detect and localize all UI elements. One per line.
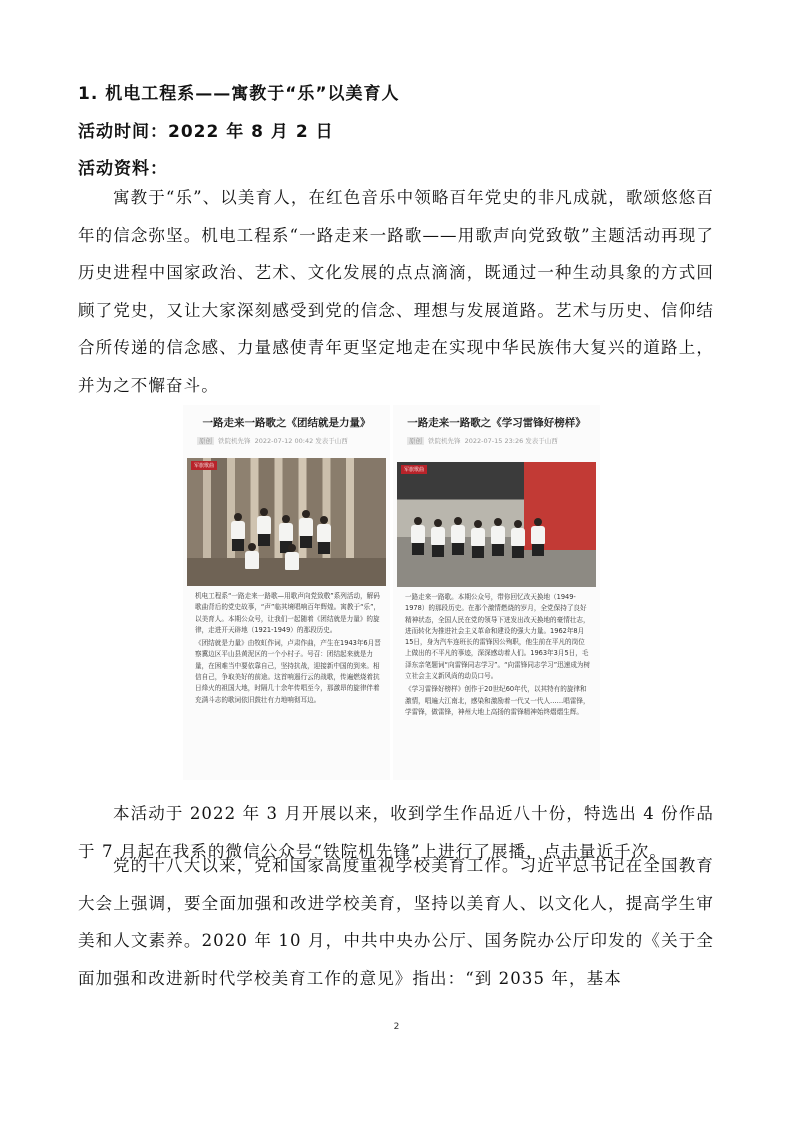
article-author: 铁院机先锋: [218, 437, 251, 445]
article-paragraph: 一路走来一路歌。本期公众号，带你回忆改天换地（1949-1978）的那段历史。在那个激情燃烧的岁月，全党保持了良好精神状态，全国人民在党的领导下迸发出改天换地的豪情壮志，进而转化为推进社会主义革命和建设的强大力量。1962年8月15日，身为汽车连班长的雷锋因公殉职，他生前在平凡的岗位上做出的不平凡的事迹，深深感动着人们。1963年3月5日，毛泽东亲笔题词“向雷锋同志学习”。“向雷锋同志学习”迅速成为树立社会主义新风尚的动员口号。: [405, 593, 591, 681]
article-location: 发表于山西: [315, 437, 348, 445]
article-text: [405, 592, 591, 718]
person-figure: [471, 520, 485, 558]
group-photo: [187, 458, 386, 586]
original-tag: 原创: [409, 437, 422, 445]
person-figure: [411, 517, 425, 555]
person-figure: [511, 520, 525, 558]
article-date: 2022-07-15 23:26: [464, 437, 524, 445]
activity-time: 活动时间：2022 年 8 月 2 日: [78, 122, 334, 142]
intro-paragraph: 寓教于“乐”、以美育人，在红色音乐中领略百年党史的非凡成就，歌颂悠悠百年的信念弥坚。机电工程系“一路走来一路歌——用歌声向党致敬”主题活动再现了历史进程中国家政治、艺术、文化发展的点点滴滴，既通过一种生动具象的方式回顾了党史，又让大家深刻感受到党的信念、理想与发展道路。艺术与历史、信仰结合所传递的信念感、力量感使青年更坚定地走在实现中华民族伟大复兴的道路上，并为之不懈奋斗。: [78, 188, 714, 395]
person-figure: [299, 510, 313, 548]
article-screenshots-figure: [183, 405, 603, 780]
article-paragraph: 《学习雷锋好榜样》创作于20世纪60年代，以其特有的旋律和激情，唱遍大江南北，感染和激励着一代又一代人……唱雷锋，学雷锋，做雷锋，神州大地上高扬的雷锋精神始终熠熠生辉。: [405, 685, 590, 716]
group-photo: [397, 462, 596, 587]
activity-material-label: 活动资料：: [78, 159, 168, 179]
person-figure: [231, 513, 245, 551]
section-title: 1. 机电工程系——寓教于“乐”以美育人: [78, 84, 400, 104]
photo-banner: 军旅歌曲: [401, 465, 427, 474]
person-figure: [317, 516, 331, 554]
person-figure: [451, 517, 465, 555]
article-meta: [197, 436, 348, 445]
page-number: 2: [393, 1022, 400, 1032]
article-meta: [407, 436, 558, 445]
person-figure: [257, 508, 271, 546]
article-paragraph: 机电工程系“一路走来一路歌—用歌声向党致敬”系列活动，解码歌曲背后的党史故事，“声”临其境唱响百年辉煌。寓教于“乐”，以美育人。本期公众号，让我们一起随着《团结就是力量》的旋律，走进开天辟地（1921-1949）的那段历史。: [195, 592, 381, 634]
article-panel-right: [393, 405, 600, 780]
article-title: 一路走来一路歌之《学习雷锋好榜样》: [407, 417, 586, 429]
policy-paragraph: 党的十八大以来，党和国家高度重视学校美育工作。习近平总书记在全国教育大会上强调，要全面加强和改进学校美育，坚持以美育人、以文化人，提高学生审美和人文素养。2020 年 10 月，中共中央办公厅、国务院办公厅印发的《关于全面加强和改进新时代学校美育工作的意见》指出：“到 2035 年，基本: [78, 856, 714, 988]
result-paragraph: 本活动于 2022 年 3 月开展以来，收到学生作品近八十份，特选出 4 份作品于 7 月起在我系的微信公众号“铁院机先锋”上进行了展播，点击量近千次。: [78, 804, 714, 861]
photo-banner: 军旅歌曲: [191, 461, 217, 470]
article-text: [195, 591, 381, 706]
original-tag: 原创: [199, 437, 212, 445]
article-location: 发表于山西: [525, 437, 558, 445]
person-figure: [285, 544, 299, 570]
person-figure: [491, 518, 505, 556]
article-panel-left: [183, 405, 390, 780]
article-title: 一路走来一路歌之《团结就是力量》: [202, 417, 371, 429]
person-figure: [531, 518, 545, 556]
person-figure: [245, 543, 259, 569]
article-date: 2022-07-12 00:42: [254, 437, 314, 445]
article-paragraph: 《团结就是力量》由牧虹作词，卢肃作曲，产生在1943年6月晋察冀边区平山县黄泥区的一个小村子。号召：团结起来就是力量，在困难当中要依靠自己，坚持抗战，迎接新中国的到来。相信自己，争取美好的前途。这首响遏行云的战歌，传遍燃烧着抗日烽火的祖国大地，时隔几十余年传唱至今，那激昂的旋律伴着充满斗志的歌词依旧鼓壮有力地响彻耳边。: [195, 639, 381, 704]
article-author: 铁院机先锋: [428, 437, 461, 445]
person-figure: [431, 519, 445, 557]
